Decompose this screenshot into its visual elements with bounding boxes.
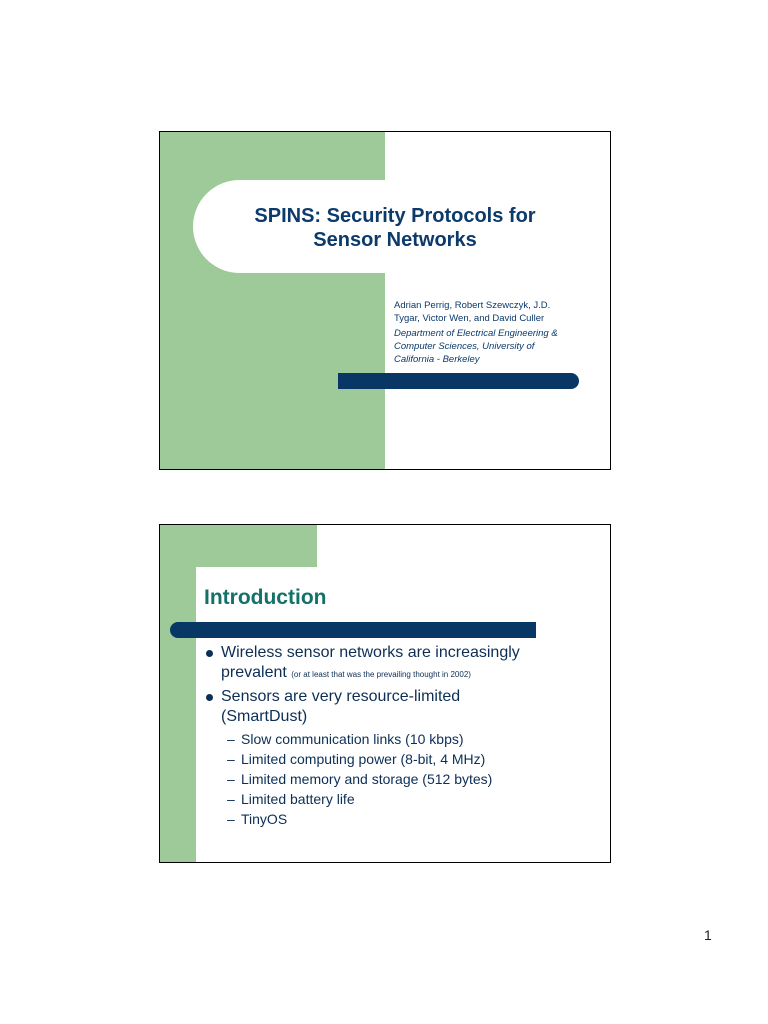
dash-icon: –	[227, 731, 235, 747]
accent-bar	[170, 622, 536, 638]
sub-bullet-item	[204, 729, 604, 749]
sub-bullet-text: Limited memory and storage (512 bytes)	[241, 771, 493, 787]
dash-icon: –	[227, 771, 235, 787]
department-line-3: California - Berkeley	[394, 354, 480, 365]
bullet-text-line-2: (SmartDust)	[221, 708, 308, 725]
bullet-text: prevalent	[221, 664, 292, 681]
sub-bullet-text: Limited computing power (8-bit, 4 MHz)	[241, 751, 486, 767]
page-number: 1	[704, 927, 712, 943]
bullet-text-line-1: Wireless sensor networks are increasingly	[221, 644, 520, 661]
accent-bar	[338, 373, 579, 389]
department	[394, 327, 594, 366]
slide-title: Introduction	[204, 586, 327, 609]
sub-bullet-text: TinyOS	[241, 811, 288, 827]
sub-bullet-item	[204, 789, 604, 809]
slide-title-line-2: Sensor Networks	[313, 229, 477, 251]
slide-title-line-1: SPINS: Security Protocols for	[254, 205, 536, 227]
department-line-1: Department of Electrical Engineering &	[394, 328, 558, 339]
authors-line-2: Tygar, Victor Wen, and David Culler	[394, 313, 545, 324]
sub-bullet-item	[204, 809, 604, 829]
sub-bullet-item	[204, 769, 604, 789]
bullet-item	[204, 687, 604, 727]
dash-icon: –	[227, 751, 235, 767]
introduction-slide	[159, 524, 611, 863]
authors	[394, 299, 594, 325]
bullet-text-line-1: Sensors are very resource-limited	[221, 688, 461, 705]
sub-bullet-text: Slow communication links (10 kbps)	[241, 731, 464, 747]
bullet-list	[204, 643, 604, 829]
bullet-dot-icon	[206, 650, 213, 657]
dash-icon: –	[227, 791, 235, 807]
bullet-note: (or at least that was the prevailing thought in 2002)	[291, 670, 471, 679]
bullet-item	[204, 643, 604, 685]
title-slide	[159, 131, 611, 470]
green-side-strip	[160, 525, 196, 862]
sub-bullet-item	[204, 749, 604, 769]
bullet-text-line-2	[221, 663, 604, 685]
department-line-2: Computer Sciences, University of	[394, 341, 535, 352]
authors-line-1: Adrian Perrig, Robert Szewczyk, J.D.	[394, 300, 551, 311]
sub-bullet-text: Limited battery life	[241, 791, 355, 807]
dash-icon: –	[227, 811, 235, 827]
slide-title	[220, 204, 570, 252]
bullet-dot-icon	[206, 694, 213, 701]
